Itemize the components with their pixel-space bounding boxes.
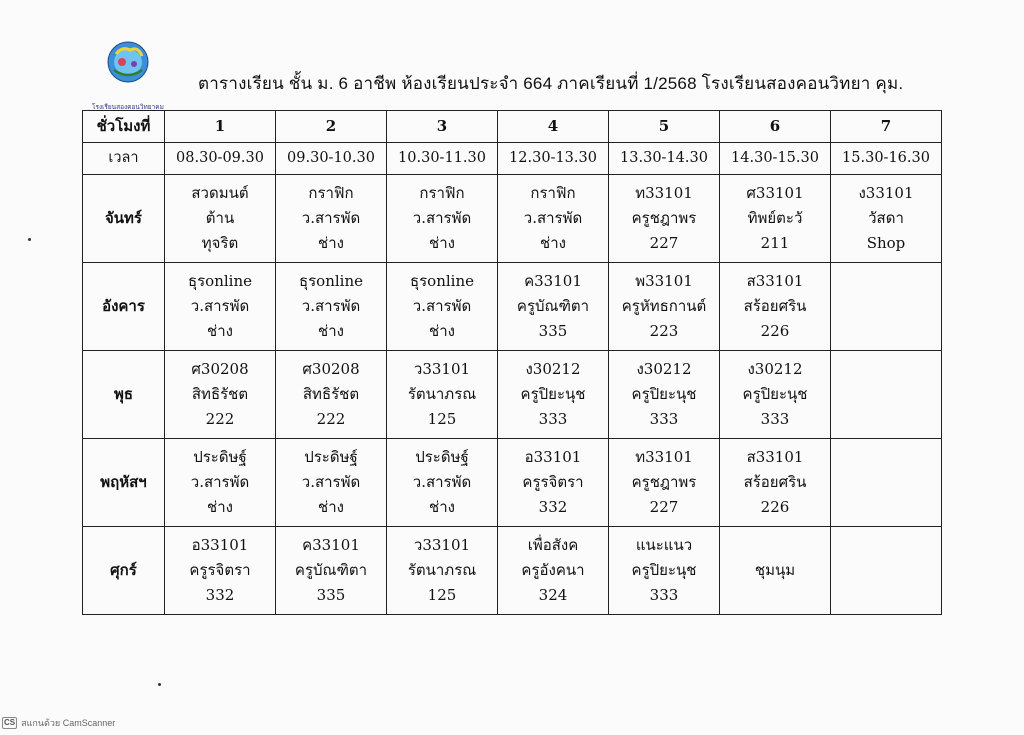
class-cell [165, 351, 276, 439]
class-cell-line: ทิพย์ตะวั [747, 209, 803, 227]
class-cell [720, 351, 831, 439]
class-cell [387, 175, 498, 263]
class-cell-line: 324 [538, 586, 568, 604]
class-cell-line: แนะแนว [635, 536, 693, 554]
class-cell [831, 351, 942, 439]
period-number: 2 [276, 111, 387, 143]
class-cell [165, 263, 276, 351]
class-cell-line: 333 [649, 586, 679, 604]
class-cell-line: 335 [316, 586, 346, 604]
class-cell-line: กราฟิก [308, 184, 354, 202]
day-name: พฤหัสฯ [83, 439, 165, 527]
class-cell-line: ครูรจิตรา [189, 561, 251, 579]
time-header-row [83, 143, 942, 175]
camscanner-icon: CS [4, 718, 16, 727]
period-time: 13.30-14.30 [609, 143, 720, 175]
period-header-row [83, 111, 942, 143]
day-name: อังคาร [83, 263, 165, 351]
day-name: พุธ [83, 351, 165, 439]
class-cell-line: ค33101 [302, 536, 360, 554]
period-number: 6 [720, 111, 831, 143]
time-label: เวลา [83, 143, 165, 175]
day-row [83, 527, 942, 615]
class-cell [276, 439, 387, 527]
period-label: ชั่วโมงที่ [83, 111, 165, 143]
day-row [83, 351, 942, 439]
class-cell-line: ครูชฎาพร [631, 209, 697, 227]
class-cell-line: ครูปิยะนุช [631, 561, 697, 579]
class-cell-line: ว.สารพัด [301, 297, 361, 315]
scan-speck [28, 238, 31, 241]
class-cell [276, 263, 387, 351]
class-cell-line: ธุรonline [298, 272, 364, 290]
class-cell-line: รัตนาภรณ [407, 385, 477, 403]
class-cell [831, 527, 942, 615]
day-name: ศุกร์ [83, 527, 165, 615]
class-cell-line: ศ30208 [191, 360, 249, 378]
class-cell [387, 263, 498, 351]
class-cell-line: สิทธิรัชต [302, 385, 360, 403]
class-cell-line: ส33101 [746, 448, 804, 466]
class-cell [720, 263, 831, 351]
school-logo [92, 40, 166, 111]
class-cell-line: ง30212 [636, 360, 692, 378]
class-cell-line: เพื่อสังค [527, 536, 579, 554]
class-cell-line: ว.สารพัด [412, 297, 472, 315]
class-cell-line: ว.สารพัด [190, 473, 250, 491]
class-cell [276, 175, 387, 263]
class-cell-line: สวดมนต์ [191, 184, 249, 202]
class-cell [498, 527, 609, 615]
class-cell-line: ค33101 [524, 272, 582, 290]
class-cell [165, 527, 276, 615]
class-cell-line: ประดิษฐ์ [415, 448, 469, 466]
class-cell-line: ว.สารพัด [301, 209, 361, 227]
class-cell-line: วัสดา [868, 209, 904, 227]
class-cell [498, 175, 609, 263]
class-cell-line: ง30212 [525, 360, 581, 378]
class-cell-line: 333 [760, 410, 790, 428]
class-cell-line: ต้าน [205, 209, 235, 227]
class-cell [276, 351, 387, 439]
class-cell-line: ว.สารพัด [190, 297, 250, 315]
class-cell-line: ครูปิยะนุช [631, 385, 697, 403]
class-cell-line: พ33101 [635, 272, 693, 290]
class-cell-line: ท33101 [635, 448, 693, 466]
day-name: จันทร์ [83, 175, 165, 263]
class-cell-line: ประดิษฐ์ [304, 448, 358, 466]
class-cell-line: 335 [538, 322, 568, 340]
class-cell-line: 226 [760, 322, 790, 340]
class-cell [831, 175, 942, 263]
class-cell-line: ศ30208 [302, 360, 360, 378]
class-cell-line: สิทธิรัชต [191, 385, 249, 403]
class-cell [720, 527, 831, 615]
class-cell [609, 175, 720, 263]
class-cell [609, 263, 720, 351]
period-number: 3 [387, 111, 498, 143]
class-cell-line: 125 [427, 410, 457, 428]
class-cell [831, 439, 942, 527]
class-cell-line: 222 [316, 410, 346, 428]
class-cell-line: ว.สารพัด [523, 209, 583, 227]
scanner-watermark [2, 716, 115, 730]
page-title: ตารางเรียน ชั้น ม. 6 อาชีพ ห้องเรียนประจำ 664 ภาคเรียนที่ 1/2568 โรงเรียนสองคอนวิทยา คุม. [198, 74, 904, 93]
class-cell [387, 527, 498, 615]
class-cell-line: ช่าง [540, 234, 566, 252]
class-cell-line: ช่าง [429, 498, 455, 516]
period-time: 15.30-16.30 [831, 143, 942, 175]
period-time: 14.30-15.30 [720, 143, 831, 175]
class-cell-line: อ33101 [191, 536, 249, 554]
period-time: 08.30-09.30 [165, 143, 276, 175]
class-cell [165, 175, 276, 263]
class-cell-line: ครูบัณฑิตา [516, 297, 590, 315]
class-cell-line: ว.สารพัด [412, 209, 472, 227]
class-cell-line: ธุรonline [409, 272, 475, 290]
class-cell [609, 527, 720, 615]
class-cell-line: ครูรจิตรา [522, 473, 584, 491]
period-time: 09.30-10.30 [276, 143, 387, 175]
class-cell-line: ง33101 [858, 184, 914, 202]
class-cell [609, 439, 720, 527]
class-cell-line: ช่าง [318, 322, 344, 340]
class-cell-line: กราฟิก [419, 184, 465, 202]
class-cell [498, 263, 609, 351]
class-cell [498, 439, 609, 527]
class-cell-line: ท33101 [635, 184, 693, 202]
scanner-text: สแกนด้วย CamScanner [21, 718, 116, 728]
class-cell [387, 351, 498, 439]
class-cell-line: อ33101 [524, 448, 582, 466]
class-cell-line: กราฟิก [530, 184, 576, 202]
period-number: 5 [609, 111, 720, 143]
class-cell [387, 439, 498, 527]
period-time: 12.30-13.30 [498, 143, 609, 175]
class-cell-line: ประดิษฐ์ [193, 448, 247, 466]
class-cell-line: 333 [538, 410, 568, 428]
class-cell [276, 527, 387, 615]
scan-speck [158, 683, 161, 686]
class-cell-line: ว33101 [413, 536, 471, 554]
class-cell-line: ช่าง [429, 322, 455, 340]
class-cell-line: 226 [760, 498, 790, 516]
class-cell-line: 332 [205, 586, 235, 604]
period-number: 4 [498, 111, 609, 143]
class-cell-line: ส33101 [746, 272, 804, 290]
class-cell-line: 211 [760, 234, 790, 252]
class-cell-line: ช่าง [318, 234, 344, 252]
class-cell-line: ครูปิยะนุช [742, 385, 808, 403]
day-row [83, 263, 942, 351]
class-cell [720, 439, 831, 527]
class-cell [498, 351, 609, 439]
class-cell-line: ครูอังคนา [521, 561, 585, 579]
period-number: 7 [831, 111, 942, 143]
class-cell [720, 175, 831, 263]
class-cell-line: ครูบัณฑิตา [294, 561, 368, 579]
class-cell [831, 263, 942, 351]
class-cell-line: รัตนาภรณ [407, 561, 477, 579]
class-cell-line: ครูปิยะนุช [520, 385, 586, 403]
class-cell-line: 223 [649, 322, 679, 340]
class-cell [609, 351, 720, 439]
class-cell-line: 125 [427, 586, 457, 604]
class-cell-line: ง30212 [747, 360, 803, 378]
class-cell-line: ว.สารพัด [412, 473, 472, 491]
timetable [82, 110, 942, 615]
period-time: 10.30-11.30 [387, 143, 498, 175]
class-cell-line: ว33101 [413, 360, 471, 378]
class-cell-line: ทุจริต [201, 234, 239, 252]
day-row [83, 175, 942, 263]
class-cell [165, 439, 276, 527]
class-cell-line: Shop [866, 234, 906, 252]
class-cell-line: ช่าง [207, 498, 233, 516]
class-cell-line: ครูชฎาพร [631, 473, 697, 491]
class-cell-line: ช่าง [207, 322, 233, 340]
class-cell-line: ครูหัทธกานต์ [621, 297, 707, 315]
class-cell-line: สร้อยศริน [743, 473, 807, 491]
class-cell-line: ช่าง [429, 234, 455, 252]
class-cell-line: 332 [538, 498, 568, 516]
class-cell-line: สร้อยศริน [743, 297, 807, 315]
class-cell-line: ช่าง [318, 498, 344, 516]
class-cell-line: ศ33101 [746, 184, 804, 202]
logo-caption: โรงเรียนสองคอนวิทยาคม [92, 103, 164, 111]
class-cell-line: 333 [649, 410, 679, 428]
class-cell-line: ชุมนุม [754, 561, 796, 579]
class-cell-line: 227 [649, 498, 679, 516]
day-row [83, 439, 942, 527]
period-number: 1 [165, 111, 276, 143]
class-cell-line: 227 [649, 234, 679, 252]
class-cell-line: ว.สารพัด [301, 473, 361, 491]
class-cell-line: ธุรonline [187, 272, 253, 290]
class-cell-line: 222 [205, 410, 235, 428]
